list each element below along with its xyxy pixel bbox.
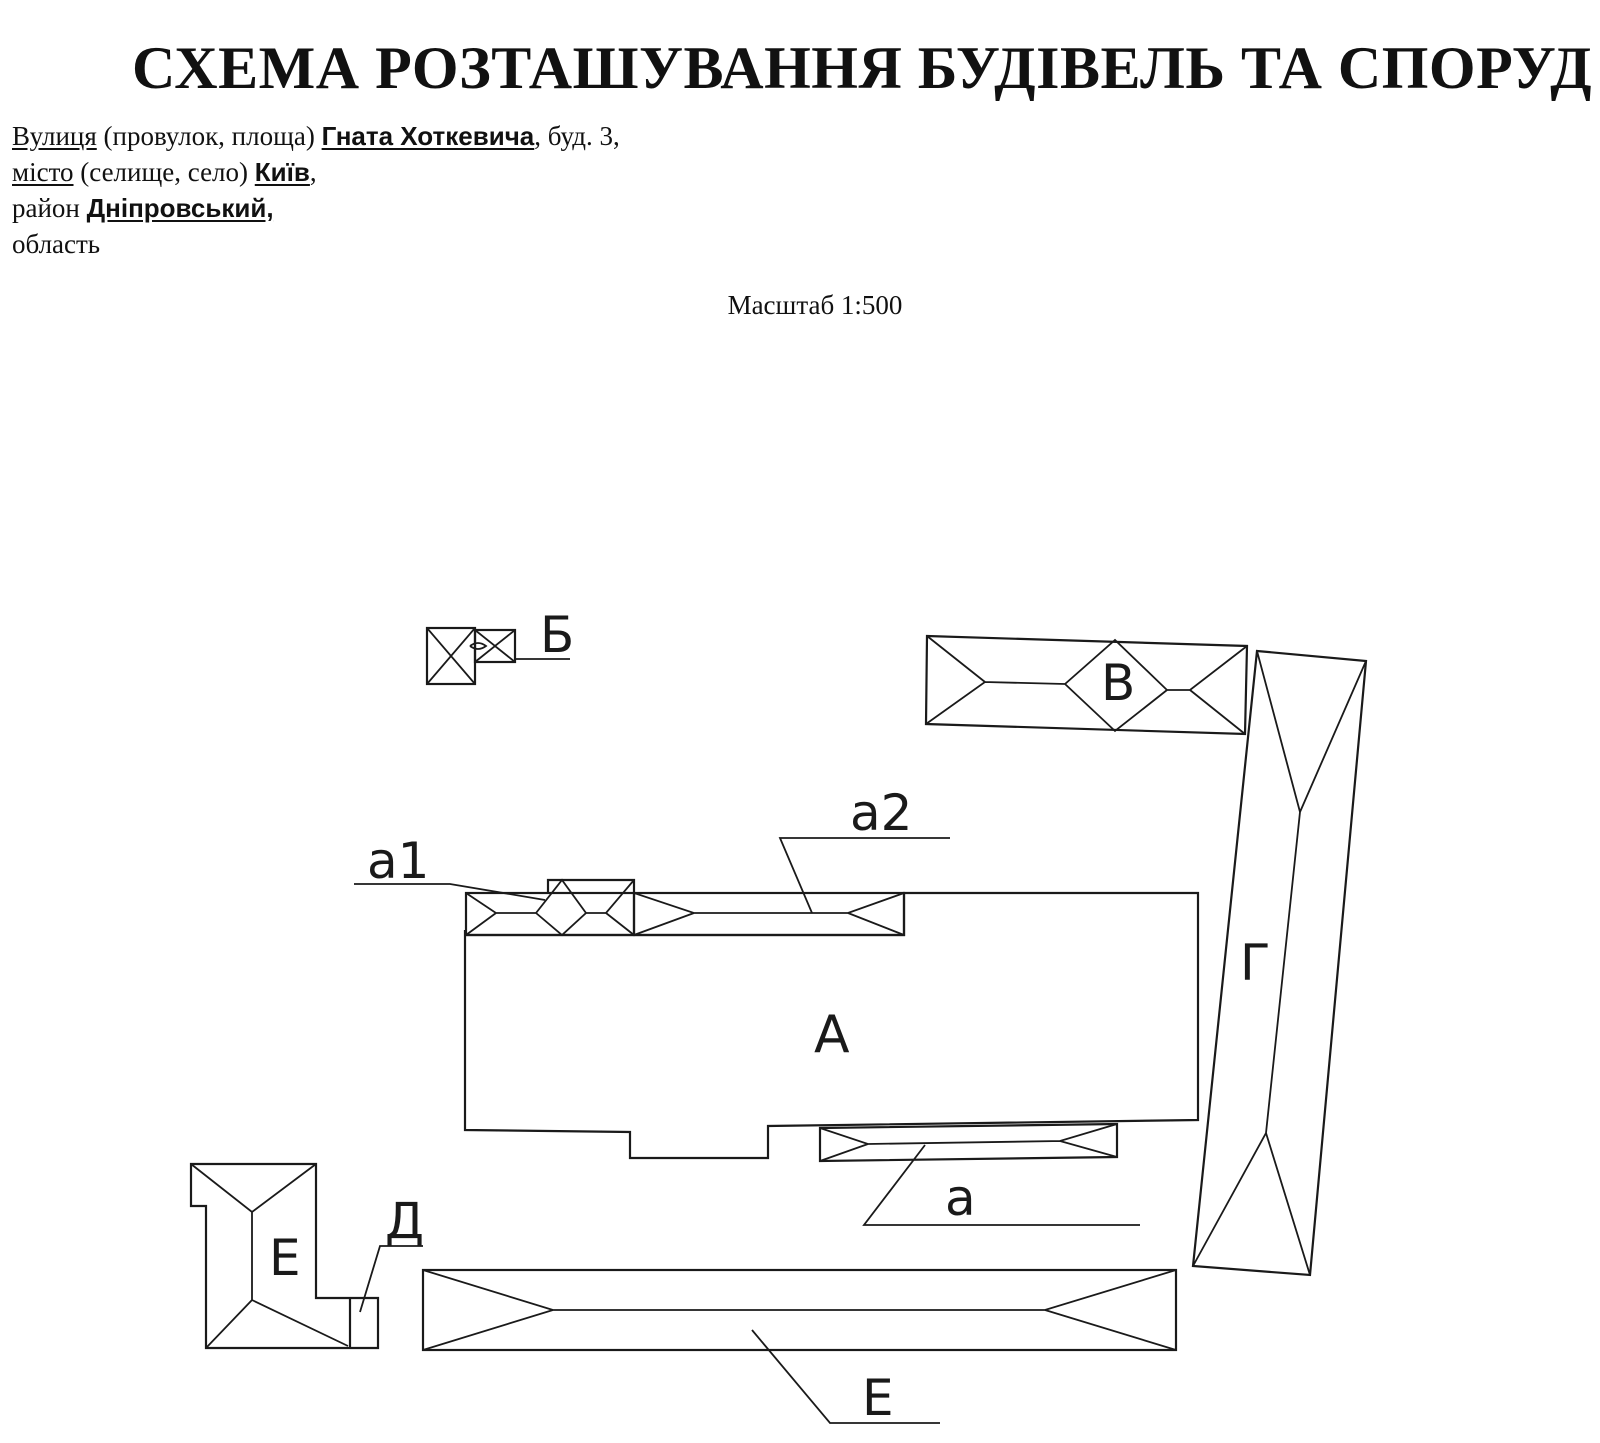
- annex-a-label: а: [945, 1169, 976, 1227]
- region-label: область: [12, 229, 101, 259]
- annex-a: [820, 1124, 1140, 1227]
- building-v: [926, 636, 1247, 734]
- building-a-label: А: [814, 1005, 850, 1065]
- street-label: Вулиця: [12, 121, 97, 151]
- district-value: Дніпровський,: [86, 193, 274, 223]
- scale-label: Масштаб 1:500: [727, 290, 903, 320]
- building-h-roof: [1193, 651, 1366, 1275]
- building-b-detail: [470, 643, 486, 649]
- annex-a2-outline: [634, 893, 904, 935]
- building-e-long-roof: [423, 1270, 1176, 1350]
- building-e-long-leader: [752, 1330, 940, 1423]
- annex-a1-outline: [466, 893, 634, 935]
- building-h: [1193, 651, 1366, 1275]
- building-d-label: Д: [385, 1192, 425, 1250]
- annex-a1-roof: [466, 880, 634, 935]
- building-h-outline: [1193, 651, 1366, 1275]
- street-value: Гната Хоткевича: [321, 121, 535, 151]
- building-d: [350, 1192, 424, 1348]
- building-b-roof: [427, 628, 475, 684]
- city-suffix: ,: [309, 157, 317, 187]
- annex-a2-label: а2: [850, 784, 913, 842]
- annex-a2-roof: [634, 893, 904, 935]
- city-type: (селище, село): [73, 157, 255, 187]
- city-value: Київ: [254, 157, 310, 187]
- annex-a2: [634, 784, 950, 935]
- annex-a1: [354, 832, 634, 935]
- building-b: [427, 606, 574, 684]
- district-label: район: [12, 193, 87, 223]
- annex-a-roof: [820, 1124, 1117, 1161]
- building-h-label: Г: [1240, 934, 1271, 992]
- building-e-small-label: Е: [269, 1229, 301, 1287]
- annex-a1-label: а1: [367, 832, 430, 890]
- building-v-outline: [926, 636, 1247, 734]
- building-number: , буд. 3,: [534, 121, 620, 151]
- building-e-long-label: Е: [862, 1369, 894, 1427]
- annex-a2-leader: [780, 838, 950, 913]
- street-type: (провулок, площа): [96, 121, 322, 151]
- building-b-label: Б: [540, 606, 575, 664]
- city-label: місто: [12, 157, 74, 187]
- building-v-label: В: [1101, 654, 1136, 712]
- building-e-long: [423, 1270, 1176, 1427]
- page-title: СХЕМА РОЗТАШУВАННЯ БУДІВЕЛЬ ТА СПОРУД: [132, 35, 1592, 101]
- building-a: [465, 893, 1198, 1158]
- building-b-annex-roof: [475, 630, 515, 662]
- building-d-leader: [360, 1246, 423, 1312]
- building-v-roof: [926, 636, 1247, 734]
